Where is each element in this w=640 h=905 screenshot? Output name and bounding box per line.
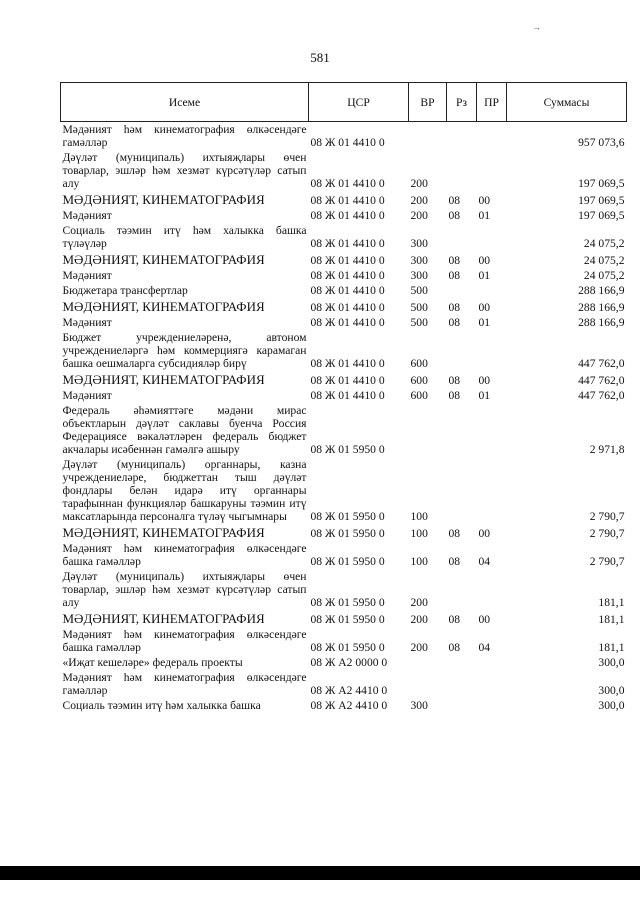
cell-rz: [447, 330, 477, 371]
cell-pr: 01: [478, 209, 491, 222]
cell-rz: [447, 457, 477, 524]
scan-bottom-bar: [0, 866, 640, 880]
cell-pr: 00: [478, 374, 491, 387]
table-row: [61, 268, 627, 283]
cell-sum: 300,0: [598, 699, 625, 712]
cell-pr: [477, 670, 507, 698]
cell-pr: [477, 655, 507, 670]
cell-rz: 08: [448, 316, 461, 329]
cell-pr: [477, 223, 507, 251]
cell-rz: [447, 122, 477, 151]
cell-rz: 08: [448, 254, 461, 267]
table-row: [61, 122, 627, 151]
cell-pr: [477, 150, 507, 191]
cell-rz: [447, 283, 477, 298]
cell-name: МӘДӘНИЯТ, КИНЕМАТОГРАФИЯ: [62, 372, 265, 387]
table-row: [61, 627, 627, 655]
cell-vr: [409, 122, 447, 151]
cell-csr: 08 Ж 01 4410 0: [310, 284, 385, 297]
cell-pr: [477, 283, 507, 298]
cell-rz: 08: [448, 269, 461, 282]
cell-sum: 288 166,9: [578, 301, 625, 314]
cell-name: Дәүләт (муниципаль) ихтыяҗлары өчен товарлар, эшләр һәм хезмәт күрсәтүләр сатып алу: [62, 570, 307, 609]
cell-pr: 01: [478, 269, 491, 282]
cell-sum: 447 762,0: [578, 357, 625, 370]
cell-sum: 181,1: [598, 641, 625, 654]
cell-name: МӘДӘНИЯТ, КИНЕМАТОГРАФИЯ: [62, 299, 265, 314]
table-row: [61, 150, 627, 191]
cell-name: Мәдәният һәм кинематография өлкәсендәге башка гамәлләр: [62, 628, 307, 654]
cell-csr: 08 Ж 01 5950 0: [310, 527, 385, 540]
cell-pr: 00: [478, 613, 491, 626]
cell-vr: 300: [410, 237, 428, 250]
header-pr: ПР: [477, 83, 507, 122]
table-row: [61, 223, 627, 251]
table-row: [61, 388, 627, 403]
cell-pr: 01: [478, 389, 491, 402]
cell-vr: 500: [410, 284, 428, 297]
cell-vr: 100: [410, 555, 428, 568]
cell-csr: 08 Ж 01 4410 0: [310, 209, 385, 222]
cell-rz: 08: [448, 641, 461, 654]
cell-name: Мәдәният: [62, 389, 112, 402]
cell-pr: [477, 457, 507, 524]
cell-sum: 288 166,9: [578, 316, 625, 329]
budget-table: [60, 82, 627, 713]
cell-rz: 08: [448, 209, 461, 222]
cell-pr: 04: [478, 641, 491, 654]
cell-csr: 08 Ж 01 4410 0: [310, 254, 385, 267]
cell-pr: 00: [478, 301, 491, 314]
cell-csr: 08 Ж 01 4410 0: [310, 357, 385, 370]
cell-rz: [447, 569, 477, 610]
cell-rz: [447, 150, 477, 191]
header-csr: ЦСР: [309, 83, 409, 122]
cell-csr: 08 Ж 01 4410 0: [310, 194, 385, 207]
cell-vr: 200: [410, 209, 428, 222]
header-vr: ВР: [409, 83, 447, 122]
cell-sum: 197 069,5: [578, 177, 625, 190]
cell-sum: 957 073,6: [578, 136, 625, 149]
cell-pr: [477, 122, 507, 151]
cell-name: Мәдәният: [62, 316, 112, 329]
cell-rz: 08: [448, 527, 461, 540]
header-sum: Суммасы: [507, 83, 627, 122]
cell-sum: 197 069,5: [578, 209, 625, 222]
cell-csr: 08 Ж 01 4410 0: [310, 389, 385, 402]
cell-csr: 08 Ж 01 5950 0: [310, 555, 385, 568]
cell-sum: 2 790,7: [589, 510, 625, 523]
table-row: [61, 251, 627, 268]
cell-rz: [447, 223, 477, 251]
cell-pr: 04: [478, 555, 491, 568]
cell-csr: 08 Ж А2 4410 0: [310, 684, 388, 697]
cell-sum: 2 790,7: [589, 527, 625, 540]
cell-pr: 00: [478, 527, 491, 540]
cell-name: Мәдәният һәм кинематография өлкәсендәге гамәлләр: [62, 671, 307, 697]
table-header-row: [61, 83, 627, 122]
corner-mark: →: [532, 22, 541, 32]
table-row: [61, 403, 627, 457]
cell-vr: 200: [410, 177, 428, 190]
cell-pr: [477, 330, 507, 371]
cell-sum: 300,0: [598, 684, 625, 697]
cell-name: Бюджет учреждениеләренә, автоном учреждениеләргә һәм коммерциягә карамаган башка оешмаларга субсидияләр бирү: [62, 331, 307, 370]
cell-rz: [447, 698, 477, 713]
cell-name: Мәдәният: [62, 209, 112, 222]
table-row: [61, 541, 627, 569]
cell-sum: 24 075,2: [583, 269, 625, 282]
cell-vr: 200: [410, 641, 428, 654]
cell-csr: 08 Ж 01 5950 0: [310, 641, 385, 654]
cell-csr: 08 Ж 01 4410 0: [310, 301, 385, 314]
cell-sum: 181,1: [598, 596, 625, 609]
cell-vr: 300: [410, 269, 428, 282]
table-body: [61, 122, 627, 714]
table-row: [61, 569, 627, 610]
cell-csr: 08 Ж 01 4410 0: [310, 237, 385, 250]
cell-rz: 08: [448, 389, 461, 402]
cell-sum: 24 075,2: [583, 237, 625, 250]
cell-vr: 500: [410, 301, 428, 314]
cell-name: Дәүләт (муниципаль) органнары, казна учреждениеләре, бюджеттан тыш дәүләт фондлары белән идарә итү органнары тарафыннан функцияләр башкаруны тәэмин итү максатларында персоналга түләү чыгымнары: [62, 458, 307, 523]
cell-vr: [409, 670, 447, 698]
cell-pr: 00: [478, 254, 491, 267]
cell-rz: 08: [448, 374, 461, 387]
page-number: 581: [310, 50, 330, 65]
cell-rz: [447, 655, 477, 670]
cell-name: Дәүләт (муниципаль) ихтыяҗлары өчен товарлар, эшләр һәм хезмәт күрсәтүләр сатып алу: [62, 151, 307, 190]
cell-name: Бюджетара трансфертлар: [62, 284, 188, 297]
table-row: [61, 670, 627, 698]
table-row: [61, 371, 627, 388]
cell-csr: 08 Ж 01 4410 0: [310, 136, 385, 149]
cell-rz: 08: [448, 613, 461, 626]
cell-name: «Иҗат кешеләре» федераль проекты: [62, 656, 243, 669]
cell-csr: 08 Ж 01 4410 0: [310, 374, 385, 387]
cell-vr: [409, 403, 447, 457]
cell-name: Социаль тәэмин итү һәм халыкка башка түләүләр: [62, 224, 307, 250]
cell-vr: 600: [410, 374, 428, 387]
table-row: [61, 698, 627, 713]
cell-csr: 08 Ж 01 5950 0: [310, 596, 385, 609]
cell-name: МӘДӘНИЯТ, КИНЕМАТОГРАФИЯ: [62, 611, 265, 626]
cell-name: Социаль тәэмин итү һәм халыкка башка: [62, 699, 261, 712]
table-row: [61, 315, 627, 330]
cell-name: МӘДӘНИЯТ, КИНЕМАТОГРАФИЯ: [62, 252, 265, 267]
table-row: [61, 524, 627, 541]
cell-csr: 08 Ж 01 5950 0: [310, 443, 385, 456]
cell-vr: 500: [410, 316, 428, 329]
cell-vr: 600: [410, 389, 428, 402]
cell-sum: 2 790,7: [589, 555, 625, 568]
cell-pr: 00: [478, 194, 491, 207]
cell-sum: 2 971,8: [589, 443, 625, 456]
cell-rz: [447, 403, 477, 457]
table-row: [61, 298, 627, 315]
cell-name: Мәдәният: [62, 269, 112, 282]
cell-sum: 447 762,0: [578, 374, 625, 387]
table-row: [61, 655, 627, 670]
cell-vr: [409, 655, 447, 670]
cell-pr: [477, 569, 507, 610]
cell-vr: 100: [410, 527, 428, 540]
cell-csr: 08 Ж А2 0000 0: [310, 656, 388, 669]
cell-name: Федераль әһәмияттәге мәдәни мирас объектларын дәүләт саклавы буенча Россия Федерациясе вәкаләтләрен федераль бюджет акчалары исәбеннән гамәлгә ашыру: [62, 404, 307, 456]
cell-sum: 24 075,2: [583, 254, 625, 267]
cell-vr: 200: [410, 613, 428, 626]
cell-pr: 01: [478, 316, 491, 329]
table-row: [61, 191, 627, 208]
cell-csr: 08 Ж 01 4410 0: [310, 269, 385, 282]
cell-csr: 08 Ж 01 5950 0: [310, 613, 385, 626]
cell-csr: 08 Ж 01 4410 0: [310, 177, 385, 190]
cell-rz: 08: [448, 555, 461, 568]
cell-csr: 08 Ж 01 4410 0: [310, 316, 385, 329]
cell-sum: 300,0: [598, 656, 625, 669]
cell-sum: 197 069,5: [578, 194, 625, 207]
cell-vr: 200: [410, 194, 428, 207]
cell-vr: 300: [410, 699, 428, 712]
cell-name: МӘДӘНИЯТ, КИНЕМАТОГРАФИЯ: [62, 192, 265, 207]
cell-csr: 08 Ж А2 4410 0: [310, 699, 388, 712]
table-row: [61, 283, 627, 298]
cell-vr: 300: [410, 254, 428, 267]
cell-sum: 181,1: [598, 613, 625, 626]
table-row: [61, 330, 627, 371]
cell-rz: [447, 670, 477, 698]
cell-sum: 447 762,0: [578, 389, 625, 402]
cell-vr: 200: [410, 596, 428, 609]
table-row: [61, 610, 627, 627]
cell-sum: 288 166,9: [578, 284, 625, 297]
cell-vr: 600: [410, 357, 428, 370]
header-rz: Рз: [447, 83, 477, 122]
cell-name: Мәдәният һәм кинематография өлкәсендәге башка гамәлләр: [62, 542, 307, 568]
header-name: Исеме: [61, 83, 309, 122]
cell-name: МӘДӘНИЯТ, КИНЕМАТОГРАФИЯ: [62, 525, 265, 540]
cell-csr: 08 Ж 01 5950 0: [310, 510, 385, 523]
cell-name: Мәдәният һәм кинематография өлкәсендәге гамәлләр: [62, 123, 307, 149]
cell-pr: [477, 403, 507, 457]
cell-rz: 08: [448, 194, 461, 207]
cell-rz: 08: [448, 301, 461, 314]
cell-pr: [477, 698, 507, 713]
table-row: [61, 208, 627, 223]
cell-vr: 100: [410, 510, 428, 523]
table-row: [61, 457, 627, 524]
